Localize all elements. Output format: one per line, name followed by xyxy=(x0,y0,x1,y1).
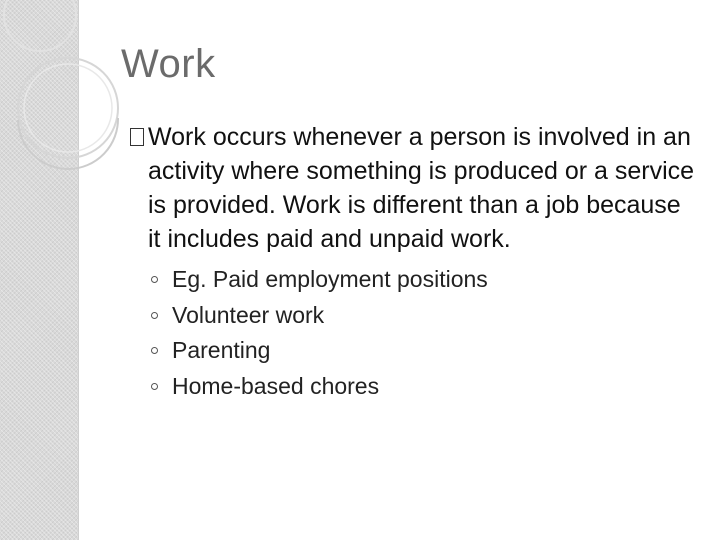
hollow-circle-bullet-icon xyxy=(151,383,158,390)
hollow-circle-bullet-icon xyxy=(151,312,158,319)
sub-bullet-text: Parenting xyxy=(172,337,271,363)
hollow-circle-bullet-icon xyxy=(151,276,158,283)
hollow-circle-bullet-icon xyxy=(151,347,158,354)
sub-bullet xyxy=(150,262,695,298)
missing-glyph-box-icon xyxy=(130,128,144,146)
sub-bullet xyxy=(150,369,695,405)
sub-bullet xyxy=(150,298,695,334)
sub-bullet-text: Home-based chores xyxy=(172,372,380,399)
sub-bullet-text: Volunteer work xyxy=(172,301,325,328)
decorative-circle xyxy=(18,58,118,158)
slide-title: Work xyxy=(121,42,216,86)
main-bullet xyxy=(130,120,695,256)
sub-bullet-text: Eg. Paid employment positions xyxy=(172,266,488,292)
main-bullet-text: Work occurs whenever a person is involved in an activity where something is produced or a service is provided. Work is different than a job because it includes paid and unpaid work. xyxy=(148,123,695,253)
decorative-circle xyxy=(4,0,76,51)
decorative-circle xyxy=(24,64,112,152)
sub-bullet-list xyxy=(130,262,695,404)
slide-body xyxy=(130,120,695,404)
sub-bullet xyxy=(150,333,695,369)
